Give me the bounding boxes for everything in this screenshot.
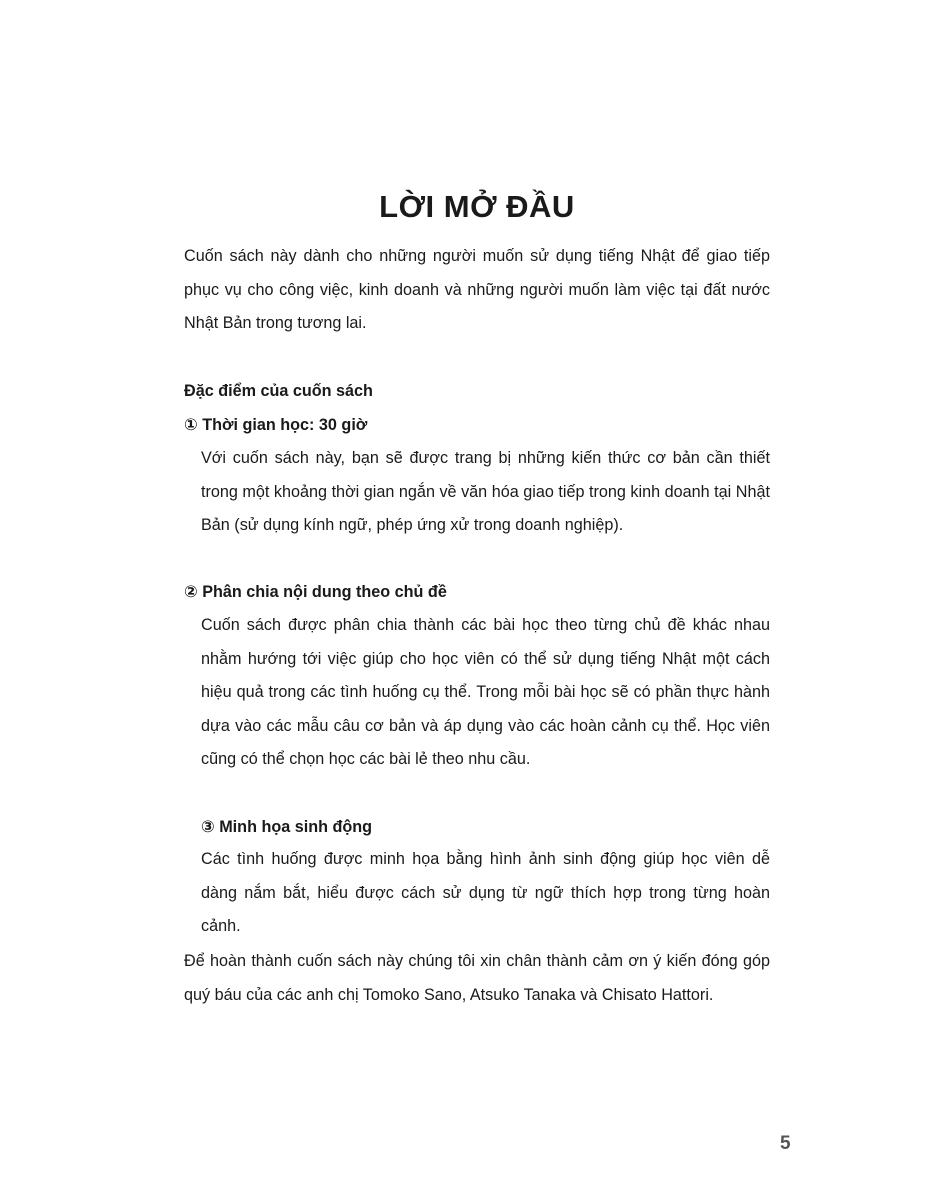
feature-1-heading: ① Thời gian học: 30 giờ <box>184 416 368 434</box>
feature-2-body: Cuốn sách được phân chia thành các bài học theo từng chủ đề khác nhau nhằm hướng tới việc giúp cho học viên có thể sử dụng tiếng Nhật một cách hiệu quả trong các tình huống cụ thể. Trong mỗi bài học sẽ có phần thực hành dựa vào các mẫu câu cơ bản và áp dụng vào các hoàn cảnh cụ thể. Học viên cũng có thể chọn học các bài lẻ theo nhu cầu. <box>201 616 770 769</box>
intro-paragraph: Cuốn sách này dành cho những người muốn sử dụng tiếng Nhật để giao tiếp phục vụ cho công việc, kinh doanh và những người muốn làm việc tại đất nước Nhật Bản trong tương lai. <box>184 247 770 333</box>
feature-1-body: Với cuốn sách này, bạn sẽ được trang bị những kiến thức cơ bản cần thiết trong một khoảng thời gian ngắn về văn hóa giao tiếp trong kinh doanh tại Nhật Bản (sử dụng kính ngữ, phép ứng xử trong doanh nghiệp). <box>201 449 770 535</box>
feature-3-heading: ③ Minh họa sinh động <box>201 818 373 836</box>
feature-3-body: Các tình huống được minh họa bằng hình ảnh sinh động giúp học viên dễ dàng nắm bắt, hiểu được cách sử dụng từ ngữ thích hợp trong từng hoàn cảnh. <box>201 850 770 936</box>
page-number: 5 <box>780 1133 791 1154</box>
page-title: LỜI MỞ ĐẦU <box>379 189 575 224</box>
features-heading: Đặc điểm của cuốn sách <box>184 382 373 400</box>
acknowledgement-paragraph: Để hoàn thành cuốn sách này chúng tôi xin chân thành cảm ơn ý kiến đóng góp quý báu của các anh chị Tomoko Sano, Atsuko Tanaka và Chisato Hattori. <box>184 952 770 1004</box>
feature-2-heading: ② Phân chia nội dung theo chủ đề <box>184 583 447 601</box>
